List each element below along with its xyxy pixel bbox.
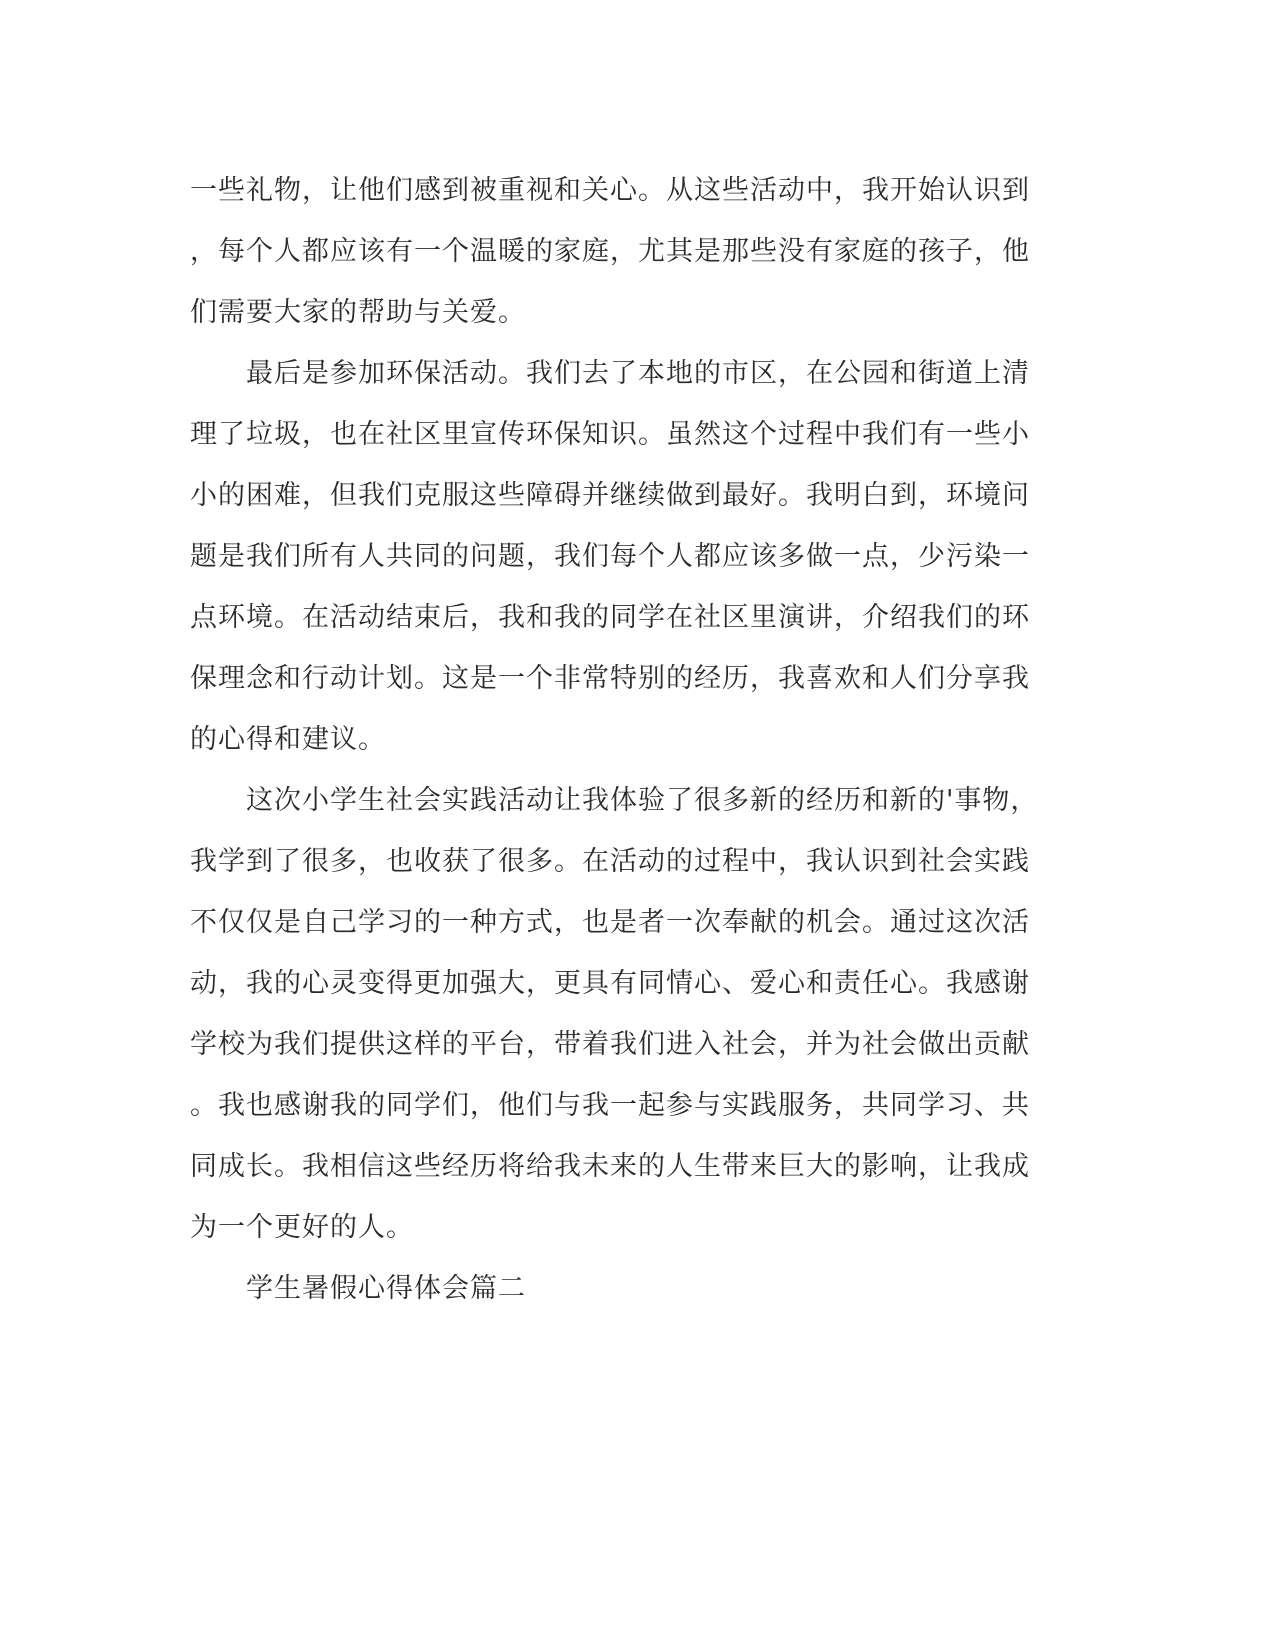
- text-line: 为一个更好的人。: [190, 1212, 414, 1243]
- text-line: 理了垃圾，也在社区里宣传环保知识。虽然这个过程中我们有一些小: [190, 419, 1030, 450]
- text-line: 同成长。我相信这些经历将给我未来的人生带来巨大的影响，让我成: [190, 1151, 1030, 1182]
- text-line: 学校为我们提供这样的平台，带着我们进入社会，并为社会做出贡献: [190, 1029, 1030, 1060]
- paragraph: [190, 160, 1070, 343]
- paragraph: [190, 770, 1070, 1258]
- text-line: 题是我们所有人共同的问题，我们每个人都应该多做一点，少污染一: [190, 541, 1030, 572]
- text-line: 小的困难，但我们克服这些障碍并继续做到最好。我明白到，环境问: [190, 480, 1030, 511]
- text-line: 学生暑假心得体会篇二: [190, 1273, 526, 1304]
- text-line: 们需要大家的帮助与关爱。: [190, 297, 526, 328]
- text-line: 我学到了很多，也收获了很多。在活动的过程中，我认识到社会实践: [190, 846, 1030, 877]
- text-line: 保理念和行动计划。这是一个非常特别的经历，我喜欢和人们分享我: [190, 663, 1030, 694]
- text-line: 不仅仅是自己学习的一种方式，也是者一次奉献的机会。通过这次活: [190, 907, 1030, 938]
- section-heading: [190, 1258, 1070, 1319]
- paragraph: [190, 343, 1070, 770]
- text-line: 动，我的心灵变得更加强大，更具有同情心、爱心和责任心。我感谢: [190, 968, 1030, 999]
- document-body: [190, 160, 1070, 1319]
- text-line: 这次小学生社会实践活动让我体验了很多新的经历和新的'事物，: [190, 785, 1039, 816]
- text-line: 的心得和建议。: [190, 724, 386, 755]
- text-line: 一些礼物，让他们感到被重视和关心。从这些活动中，我开始认识到: [190, 175, 1030, 206]
- text-line: 最后是参加环保活动。我们去了本地的市区，在公园和街道上清: [190, 358, 1030, 389]
- text-line: 。我也感谢我的同学们，他们与我一起参与实践服务，共同学习、共: [190, 1090, 1030, 1121]
- text-line: 点环境。在活动结束后，我和我的同学在社区里演讲，介绍我们的环: [190, 602, 1030, 633]
- text-line: ，每个人都应该有一个温暖的家庭，尤其是那些没有家庭的孩子，他: [190, 236, 1030, 267]
